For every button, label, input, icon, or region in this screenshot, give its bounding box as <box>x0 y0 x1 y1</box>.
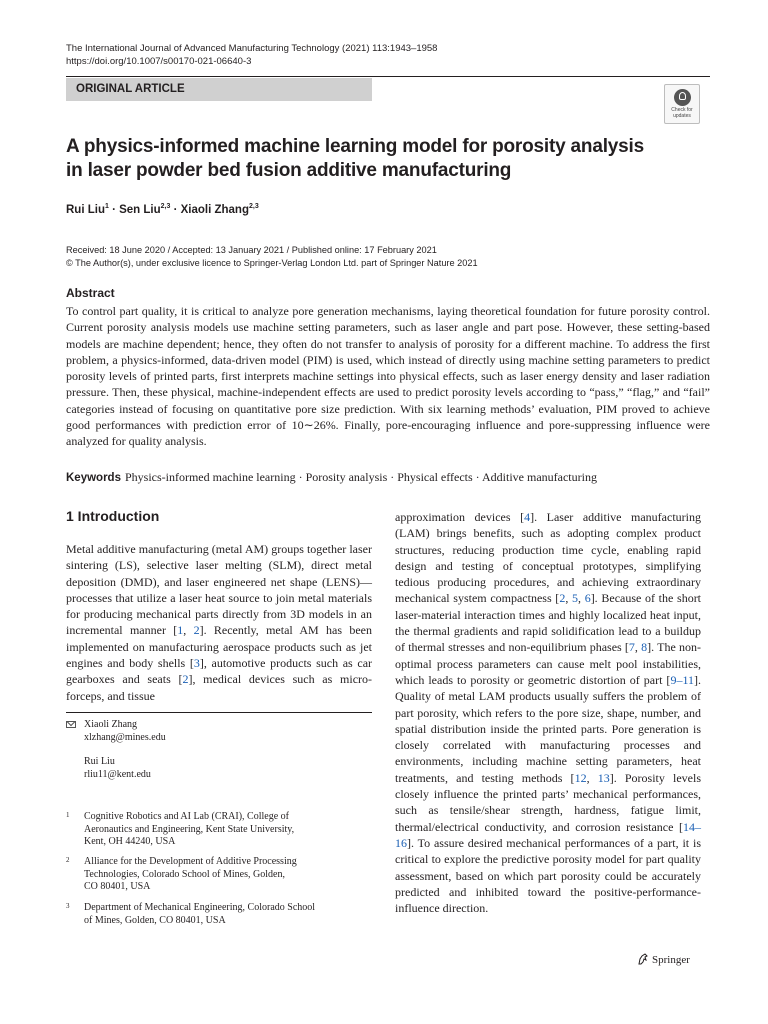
citation-link[interactable]: 9–11 <box>670 672 694 687</box>
affiliation-1 <box>66 811 356 849</box>
affiliation-line: Technologies, Colorado School of Mines, Golden, <box>84 868 285 880</box>
body-text: ]. To assure desired mechanical performances of a part, it is critical to explore the predictive porosity model for part quality assessment, based on which part porosity could be accurately predicted and inhibited toward the positive-performance-influence direction. <box>395 835 701 916</box>
affiliation-2 <box>66 856 356 894</box>
paper-title <box>66 135 686 183</box>
affiliation-line: Alliance for the Development of Additive Processing <box>84 856 297 867</box>
citation-link[interactable]: 8 <box>641 640 648 655</box>
affiliation-line: of Mines, Golden, CO 80401, USA <box>84 914 226 926</box>
check-updates-text-1: Check for <box>671 107 693 113</box>
citation-link[interactable]: 1 <box>177 623 184 638</box>
citation-link[interactable]: 6 <box>584 591 591 606</box>
citation-link[interactable]: 3 <box>193 656 200 671</box>
corr-author-email[interactable]: xlzhang@mines.edu <box>84 731 166 743</box>
citation-link[interactable]: 5 <box>572 591 578 606</box>
intro-column-left <box>66 541 372 704</box>
author-affiliation-mark: 1 <box>104 203 109 210</box>
corresponding-authors <box>66 719 166 781</box>
author-separator: · <box>170 203 181 216</box>
keywords-label: Keywords <box>66 472 121 484</box>
affiliation-line: CO 80401, USA <box>84 881 151 892</box>
body-text: ]. Laser additive manufacturing (LAM) brings benefits, such as adopting complex product structures, reducing production time cycle, enabling rapid design and testing of conceptual prototypes, simplifying tedious producing procedures, and achieving extraordinary mechanical system compactness [ <box>395 510 701 606</box>
section-heading-introduction: 1 Introduction <box>66 508 160 524</box>
publication-history <box>66 244 478 269</box>
envelope-icon <box>66 721 76 728</box>
abstract-heading: Abstract <box>66 286 115 300</box>
author-name[interactable]: Sen Liu <box>119 203 161 216</box>
affiliation-number: 2 <box>66 856 70 864</box>
keywords-list: Physics-informed machine learning · Porosity analysis · Physical effects · Additive manufacturing <box>124 470 597 484</box>
body-text: , <box>183 623 194 638</box>
body-text: ]. Because of the short laser-material interaction times and highly localized heat input, the thermal gradients and rapid solidification lead to a buildup of thermal stresses and non-equilibrium phases [ <box>395 591 702 655</box>
body-text: ]. Recently, metal AM has been implemented on manufacturing aerospace products such as jet engines and body shells [ <box>66 623 373 671</box>
corr-author-name: Rui Liu <box>84 756 115 767</box>
corr-author-email[interactable]: rliu11@kent.edu <box>84 768 151 780</box>
article-type-label: ORIGINAL ARTICLE <box>66 78 372 101</box>
bookmark-icon <box>674 89 691 106</box>
footnote-rule <box>66 712 372 713</box>
check-for-updates-badge[interactable] <box>664 84 700 124</box>
publisher-name: Springer <box>652 954 690 966</box>
title-line-2: in laser powder bed fusion additive manufacturing <box>66 160 512 181</box>
springer-horse-icon <box>637 953 649 965</box>
body-text: , <box>634 640 642 655</box>
author-name[interactable]: Xiaoli Zhang <box>180 203 249 216</box>
keywords-section <box>66 470 710 485</box>
affiliation-line: Kent, OH 44240, USA <box>84 836 176 847</box>
journal-citation: The International Journal of Advanced Manufacturing Technology (2021) 113:1943–1958 <box>66 43 438 54</box>
author-affiliation-mark: 2,3 <box>248 203 259 210</box>
affiliation-3 <box>66 902 356 927</box>
check-updates-text-2: updates <box>673 113 691 119</box>
body-text: , <box>578 591 585 606</box>
citation-link[interactable]: 13 <box>597 770 610 785</box>
citation-link[interactable]: 2 <box>193 623 200 638</box>
author-list <box>66 203 259 216</box>
author-affiliation-mark: 2,3 <box>160 203 171 210</box>
affiliation-number: 1 <box>66 811 70 819</box>
body-text: ]. Quality of metal LAM products usually suffers the problem of part porosity, which refers to the pore size, shape, number, and spatial distribution inside the printed parts. Pore generation is closely correlated with manufacturing processes and environments, including machine setting parameters, heat treatments, and testing methods [ <box>395 672 701 785</box>
body-text: , <box>565 591 572 606</box>
body-text: ]. Porosity levels closely influence the printed parts’ mechanical performances, such as tensile/shear strength, hardness, fatigue limit, thermal/electrical conductivity, and corrosion resistance [ <box>395 770 702 834</box>
body-text: ]. The non-optimal process parameters can cause melt pool instabilities, which leads to porosity or geometric distortion of part [ <box>395 640 701 687</box>
publisher-logo <box>637 953 690 966</box>
abstract-text: To control part quality, it is critical to analyze pore generation mechanisms, laying theoretical foundation for future porosity control. Current porosity analysis models use machine setting parameters, such as laser angle and part pose. However, these setting-based models are machine dependent; hence, they often do not transfer to analysis of porosity for a different machine. To address the first problem, a physics-informed, data-driven model (PIM) is used, which instead of directly using machine setting parameters to predict porosity levels of printed parts, first interprets machine settings into physical effects, such as laser energy density and laser radiation pressure. Then, these physical, machine-independent effects are used to predict porosity levels according to “pass,” “flag,” and “fail” categories instead of focusing on quantitative pore size prediction. With six learning methods’ evaluation, PIM proved to achieve good performances with prediction error of 10∼26%. Finally, pore-encouraging influence and pore-suppressing influence were analyzed for quality analysis. <box>66 304 710 449</box>
doi-link[interactable]: https://doi.org/10.1007/s00170-021-06640-3 <box>66 56 252 67</box>
author-name[interactable]: Rui Liu <box>66 203 105 216</box>
body-text: approximation devices [ <box>395 510 525 524</box>
body-text: ], medical devices such as micro-forceps, and tissue <box>66 672 373 703</box>
citation-link[interactable]: 7 <box>628 640 635 655</box>
citation-link[interactable]: 2 <box>559 591 566 606</box>
body-text: , <box>586 770 598 785</box>
copyright-notice: © The Author(s), under exclusive licence to Springer-Verlag London Ltd. part of Springer Nature 2021 <box>66 257 478 268</box>
title-line-1: A physics-informed machine learning model for porosity analysis <box>66 136 644 157</box>
citation-link[interactable]: 2 <box>182 672 189 687</box>
corr-author-name: Xiaoli Zhang <box>84 719 138 730</box>
header-rule <box>66 76 710 77</box>
affiliation-line: Cognitive Robotics and AI Lab (CRAI), College of <box>84 811 289 822</box>
affiliation-line: Aeronautics and Engineering, Kent State University, <box>84 823 295 835</box>
citation-link[interactable]: 12 <box>574 770 587 785</box>
body-text: Metal additive manufacturing (metal AM) groups together laser sintering (LS), selective laser melting (SLM), direct metal deposition (DMD), and laser engineered net shape (LENS)—processes that utilize a laser heat source to join metal materials for producing mechanical parts directly from 3D models in an incremental manner [ <box>66 542 372 638</box>
body-text: ], automotive products such as car gearboxes and seats [ <box>66 656 373 687</box>
intro-column-right <box>395 509 701 916</box>
journal-header <box>66 42 437 68</box>
history-dates: Received: 18 June 2020 / Accepted: 13 January 2021 / Published online: 17 February 2021 <box>66 245 437 255</box>
affiliation-number: 3 <box>66 902 70 910</box>
author-separator: · <box>108 203 120 216</box>
affiliation-line: Department of Mechanical Engineering, Colorado School <box>84 902 316 913</box>
citation-link[interactable]: 14–16 <box>395 819 701 850</box>
citation-link[interactable]: 4 <box>524 510 531 524</box>
